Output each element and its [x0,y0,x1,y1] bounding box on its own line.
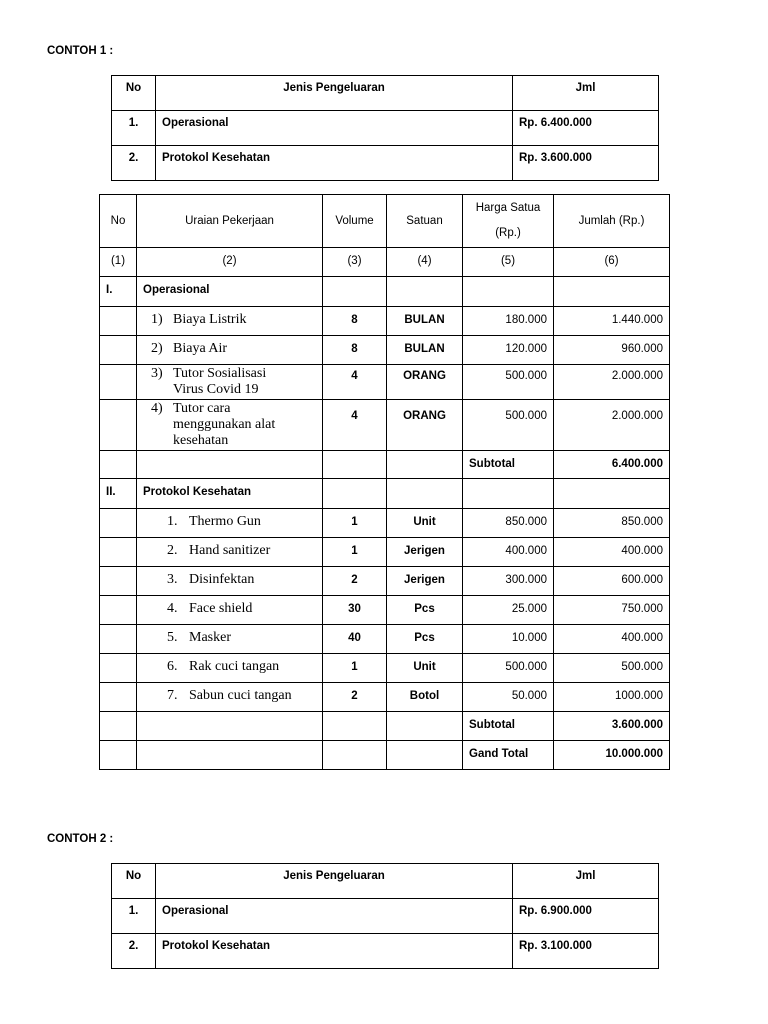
item-jumlah: 2.000.000 [554,365,670,400]
item-number: 5. [167,630,178,645]
item-text: Disinfektan [189,572,255,587]
item-satuan: Jerigen [387,567,463,596]
item-satuan: ORANG [387,400,463,451]
item-harga: 400.000 [463,538,554,567]
section-title: Protokol Kesehatan [137,479,323,509]
item-volume: 1 [323,654,387,683]
section-title: Operasional [137,277,323,307]
item-harga: 500.000 [463,400,554,451]
item-text: Tutor cara menggunakan alat kesehatan [173,401,276,448]
table-row [112,146,659,181]
table-row [100,336,670,365]
item-volume: 1 [323,509,387,538]
table-row [100,625,670,654]
col-number: (4) [387,248,463,277]
grand-total-row [100,741,670,770]
item-number: 3) [151,366,163,381]
col-number: (3) [323,248,387,277]
subtotal-label: Subtotal [463,712,554,741]
table-header-row [112,864,659,899]
item-harga: 10.000 [463,625,554,654]
row-no: 2. [112,146,156,181]
section-row-operasional [100,277,670,307]
item-uraian [137,654,323,683]
contoh1-heading: CONTOH 1 : [47,45,114,57]
item-number: 7. [167,688,178,703]
subtotal-value: 3.600.000 [554,712,670,741]
item-number: 6. [167,659,178,674]
item-volume: 30 [323,596,387,625]
header-no: No [112,76,156,111]
item-harga: 120.000 [463,336,554,365]
item-jumlah: 2.000.000 [554,400,670,451]
item-jumlah: 600.000 [554,567,670,596]
row-jenis: Protokol Kesehatan [156,146,513,181]
item-number: 1. [167,514,178,529]
item-jumlah: 1000.000 [554,683,670,712]
item-number: 4) [151,401,163,416]
item-harga: 25.000 [463,596,554,625]
table-row [100,509,670,538]
item-uraian [137,365,323,400]
grand-total-value: 10.000.000 [554,741,670,770]
item-satuan: Pcs [387,625,463,654]
header-no: No [100,195,137,248]
row-jml: Rp. 6.400.000 [513,111,659,146]
item-text: Biaya Listrik [173,312,247,327]
item-volume: 40 [323,625,387,654]
subtotal-label: Subtotal [463,451,554,479]
item-harga: 850.000 [463,509,554,538]
header-jenis-pengeluaran: Jenis Pengeluaran [156,864,513,899]
item-jumlah: 750.000 [554,596,670,625]
subtotal-row [100,451,670,479]
table-row [112,111,659,146]
table-row [100,365,670,400]
section-no: I. [100,277,137,307]
contoh1-summary-table [111,75,659,181]
col-number: (2) [137,248,323,277]
table-row [100,683,670,712]
row-jml: Rp. 3.600.000 [513,146,659,181]
item-number: 4. [167,601,178,616]
item-harga: 300.000 [463,567,554,596]
grand-total-label: Gand Total [463,741,554,770]
item-text: Rak cuci tangan [189,659,280,674]
item-volume: 4 [323,365,387,400]
item-volume: 1 [323,538,387,567]
contoh2-summary-table [111,863,659,969]
row-jml: Rp. 6.900.000 [513,899,659,934]
col-number: (1) [100,248,137,277]
header-harga-satuan [463,195,554,248]
header-harga-line2: (Rp.) [495,227,521,239]
item-uraian [137,336,323,365]
item-harga: 180.000 [463,307,554,336]
table-row [100,567,670,596]
item-volume: 8 [323,336,387,365]
row-jenis: Operasional [156,899,513,934]
item-uraian [137,509,323,538]
item-uraian [137,400,323,451]
header-harga-line1: Harga Satua [475,202,541,214]
item-jumlah: 400.000 [554,538,670,567]
item-jumlah: 400.000 [554,625,670,654]
item-text: Masker [189,630,231,645]
item-number: 2. [167,543,178,558]
item-jumlah: 850.000 [554,509,670,538]
table-row [100,400,670,451]
row-no: 2. [112,934,156,969]
item-text: Thermo Gun [189,514,261,529]
table-row [100,654,670,683]
row-no: 1. [112,111,156,146]
table-row [100,307,670,336]
item-jumlah: 960.000 [554,336,670,365]
item-number: 3. [167,572,178,587]
header-satuan: Satuan [387,195,463,248]
subtotal-value: 6.400.000 [554,451,670,479]
item-jumlah: 500.000 [554,654,670,683]
item-uraian [137,625,323,654]
row-jml: Rp. 3.100.000 [513,934,659,969]
item-satuan: Unit [387,509,463,538]
item-satuan: ORANG [387,365,463,400]
item-text: Hand sanitizer [189,543,271,558]
contoh2-heading: CONTOH 2 : [47,833,114,845]
header-jml: Jml [513,864,659,899]
column-number-row [100,248,670,277]
item-uraian [137,596,323,625]
header-jenis-pengeluaran: Jenis Pengeluaran [156,76,513,111]
table-row [100,596,670,625]
section-no: II. [100,479,137,509]
item-jumlah: 1.440.000 [554,307,670,336]
item-satuan: Botol [387,683,463,712]
table-row [112,899,659,934]
item-volume: 2 [323,567,387,596]
header-jumlah: Jumlah (Rp.) [554,195,670,248]
table-header-row [112,76,659,111]
item-volume: 8 [323,307,387,336]
row-no: 1. [112,899,156,934]
subtotal-row [100,712,670,741]
header-volume: Volume [323,195,387,248]
col-number: (5) [463,248,554,277]
header-uraian: Uraian Pekerjaan [137,195,323,248]
item-volume: 4 [323,400,387,451]
item-number: 2) [151,341,163,356]
section-row-protokol-kesehatan [100,479,670,509]
table-row [100,538,670,567]
item-text: Sabun cuci tangan [189,688,292,703]
item-uraian [137,307,323,336]
item-satuan: BULAN [387,336,463,365]
item-volume: 2 [323,683,387,712]
item-number: 1) [151,312,163,327]
item-uraian [137,567,323,596]
col-number: (6) [554,248,670,277]
item-text: Face shield [189,601,253,616]
header-no: No [112,864,156,899]
item-satuan: Unit [387,654,463,683]
row-jenis: Operasional [156,111,513,146]
item-uraian [137,683,323,712]
header-jml: Jml [513,76,659,111]
row-jenis: Protokol Kesehatan [156,934,513,969]
item-text: Biaya Air [173,341,228,356]
table-row [112,934,659,969]
item-satuan: BULAN [387,307,463,336]
item-text: Tutor Sosialisasi Virus Covid 19 [173,366,267,397]
item-uraian [137,538,323,567]
item-satuan: Jerigen [387,538,463,567]
budget-detail-table [99,194,670,770]
detail-header-row [100,195,670,248]
item-harga: 500.000 [463,365,554,400]
item-harga: 500.000 [463,654,554,683]
item-harga: 50.000 [463,683,554,712]
item-satuan: Pcs [387,596,463,625]
